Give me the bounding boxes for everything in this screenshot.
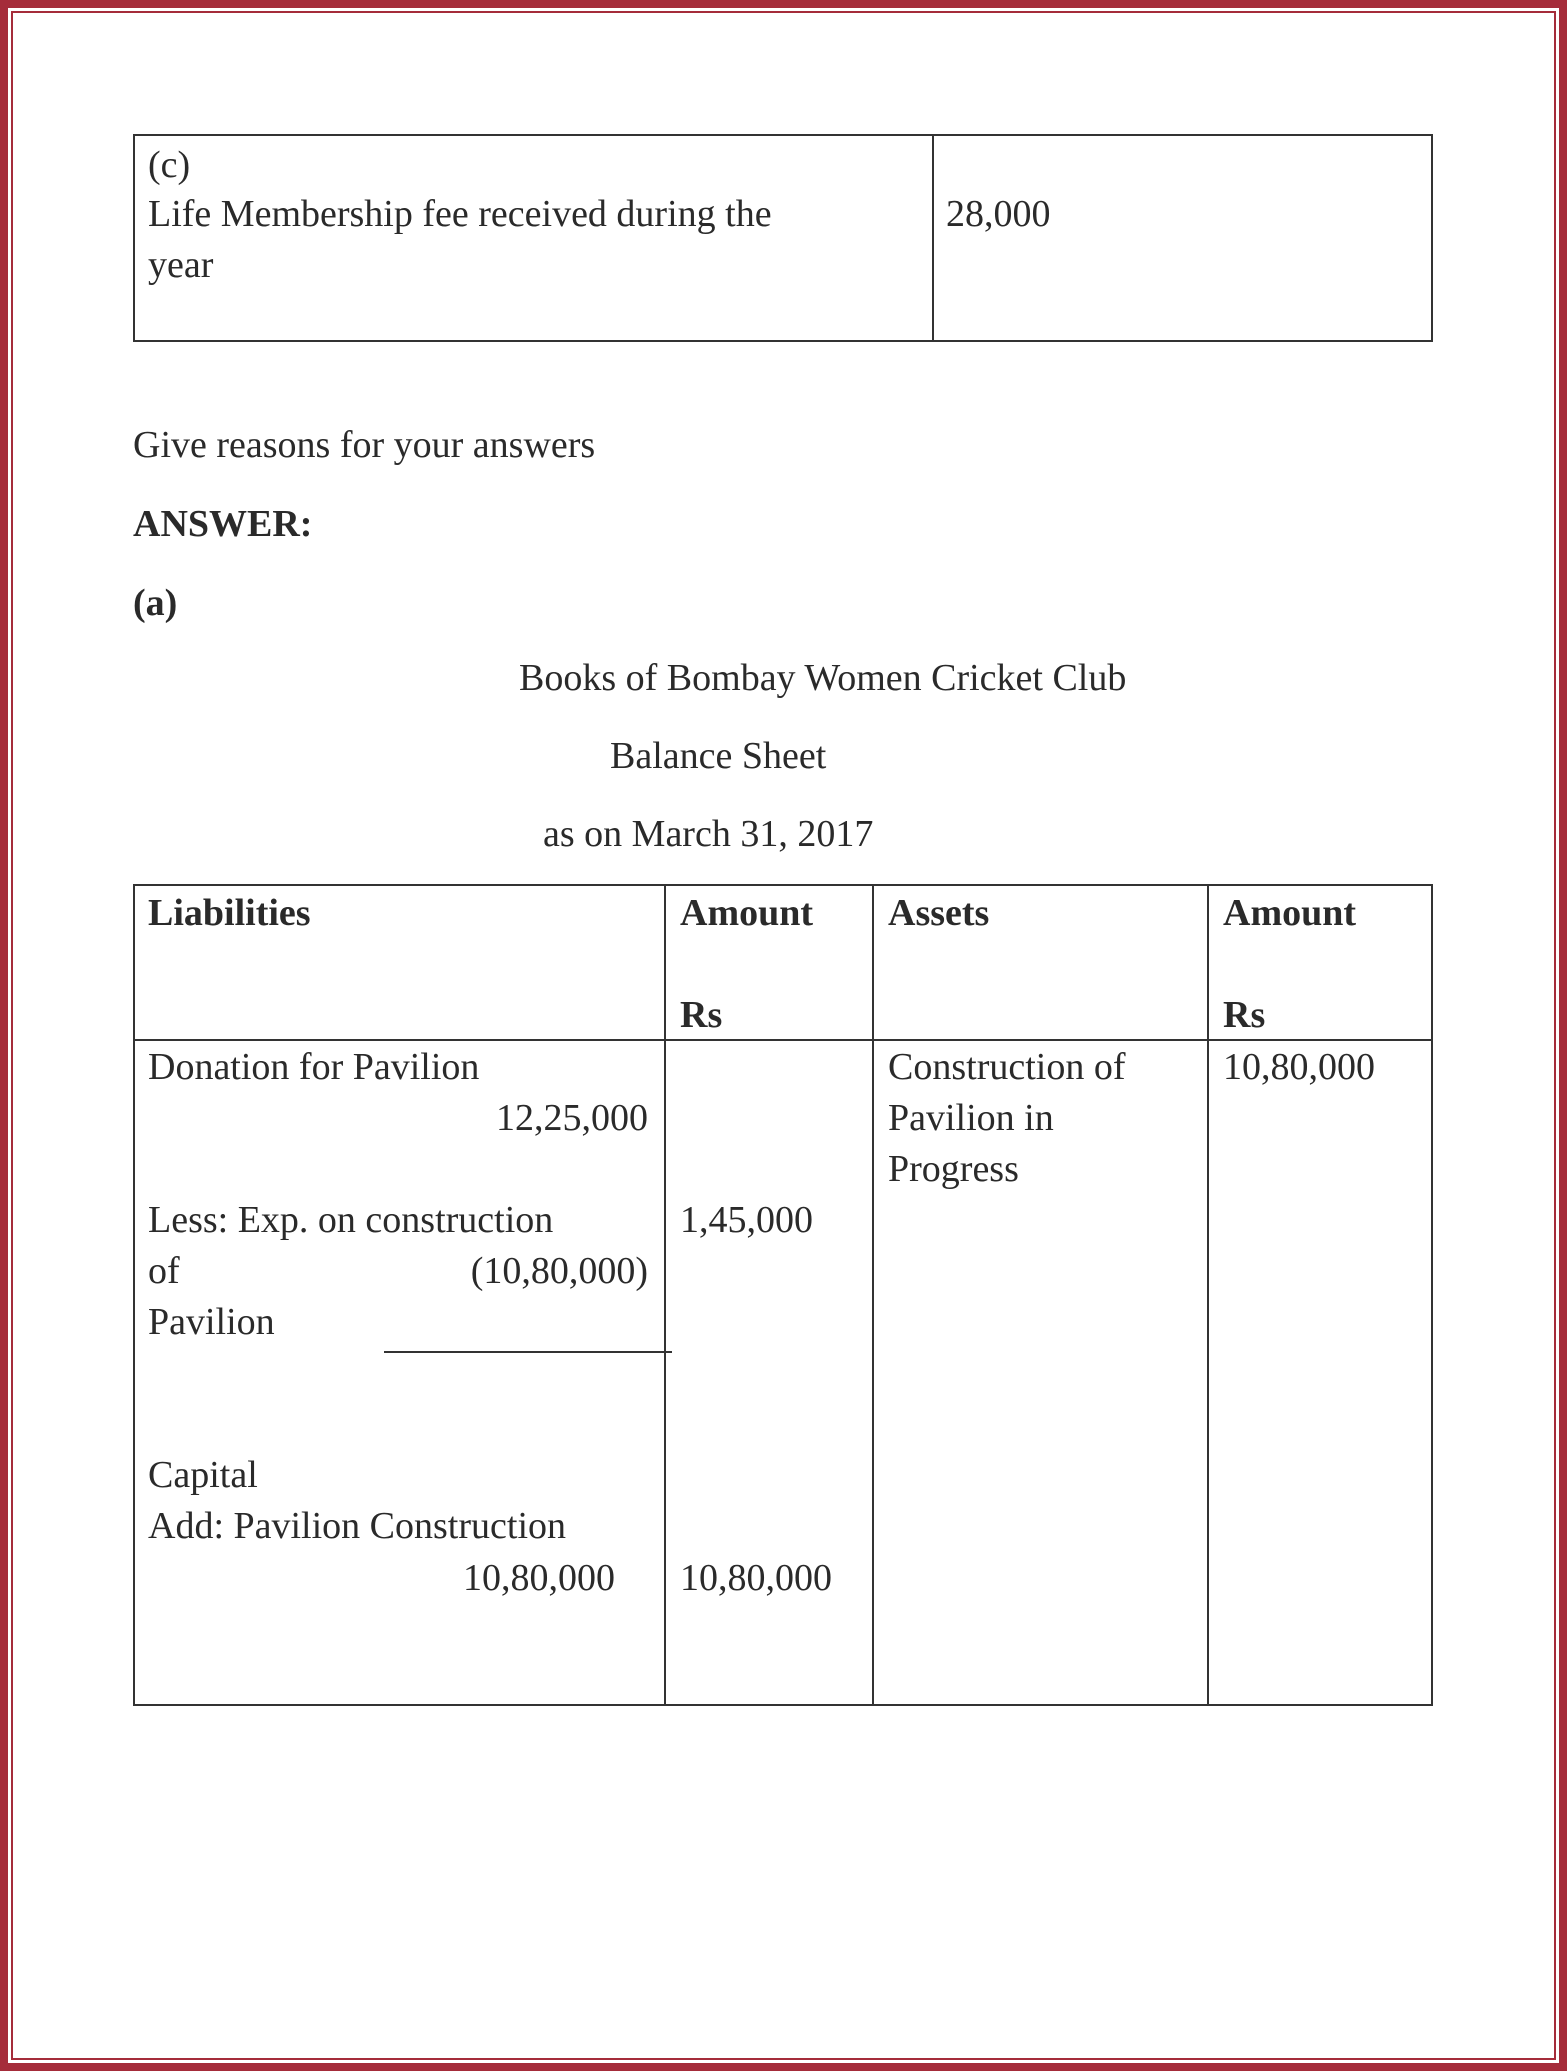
less-expense-line1: Less: Exp. on construction [148,1199,554,1241]
instruction-text: Give reasons for your answers [133,424,596,466]
donation-net-amount: 1,45,000 [680,1199,813,1241]
header-assets: Assets [888,892,990,934]
header-liab-amount-unit: Rs [680,994,723,1036]
donation-amount: 12,25,000 [496,1097,648,1139]
header-liabilities: Liabilities [148,892,311,934]
part-label: (a) [133,582,178,624]
question-table-divider [932,134,934,342]
header-liab-amount: Amount [680,892,814,934]
column-divider-3 [1207,884,1209,1706]
donation-label: Donation for Pavilion [148,1046,480,1088]
header-asset-amount-unit: Rs [1223,994,1266,1036]
asset-item-line1: Construction of [888,1046,1126,1088]
question-label: (c) [148,144,191,186]
column-divider-2 [872,884,874,1706]
asset-item-amount: 10,80,000 [1223,1046,1375,1088]
add-construction-amount: 10,80,000 [463,1557,615,1599]
less-expense-line3: Pavilion [148,1301,275,1343]
less-expense-line2: of [148,1250,180,1292]
column-divider-1 [664,884,666,1706]
question-description-line1: Life Membership fee received during the [148,193,772,235]
add-construction-label: Add: Pavilion Construction [148,1505,566,1547]
capital-label: Capital [148,1454,258,1496]
answer-heading: ANSWER: [133,503,313,545]
capital-total-amount: 10,80,000 [680,1557,832,1599]
less-expense-amount: (10,80,000) [470,1250,648,1292]
question-amount: 28,000 [946,193,1051,235]
asset-item-line2: Pavilion in [888,1097,1054,1139]
asset-item-line3: Progress [888,1148,1019,1190]
subtotal-rule [384,1351,672,1353]
question-description-line2: year [148,244,214,286]
header-asset-amount: Amount [1223,892,1357,934]
statement-date: as on March 31, 2017 [543,813,874,855]
statement-title: Books of Bombay Women Cricket Club [519,657,1127,699]
statement-subtitle: Balance Sheet [610,735,827,777]
